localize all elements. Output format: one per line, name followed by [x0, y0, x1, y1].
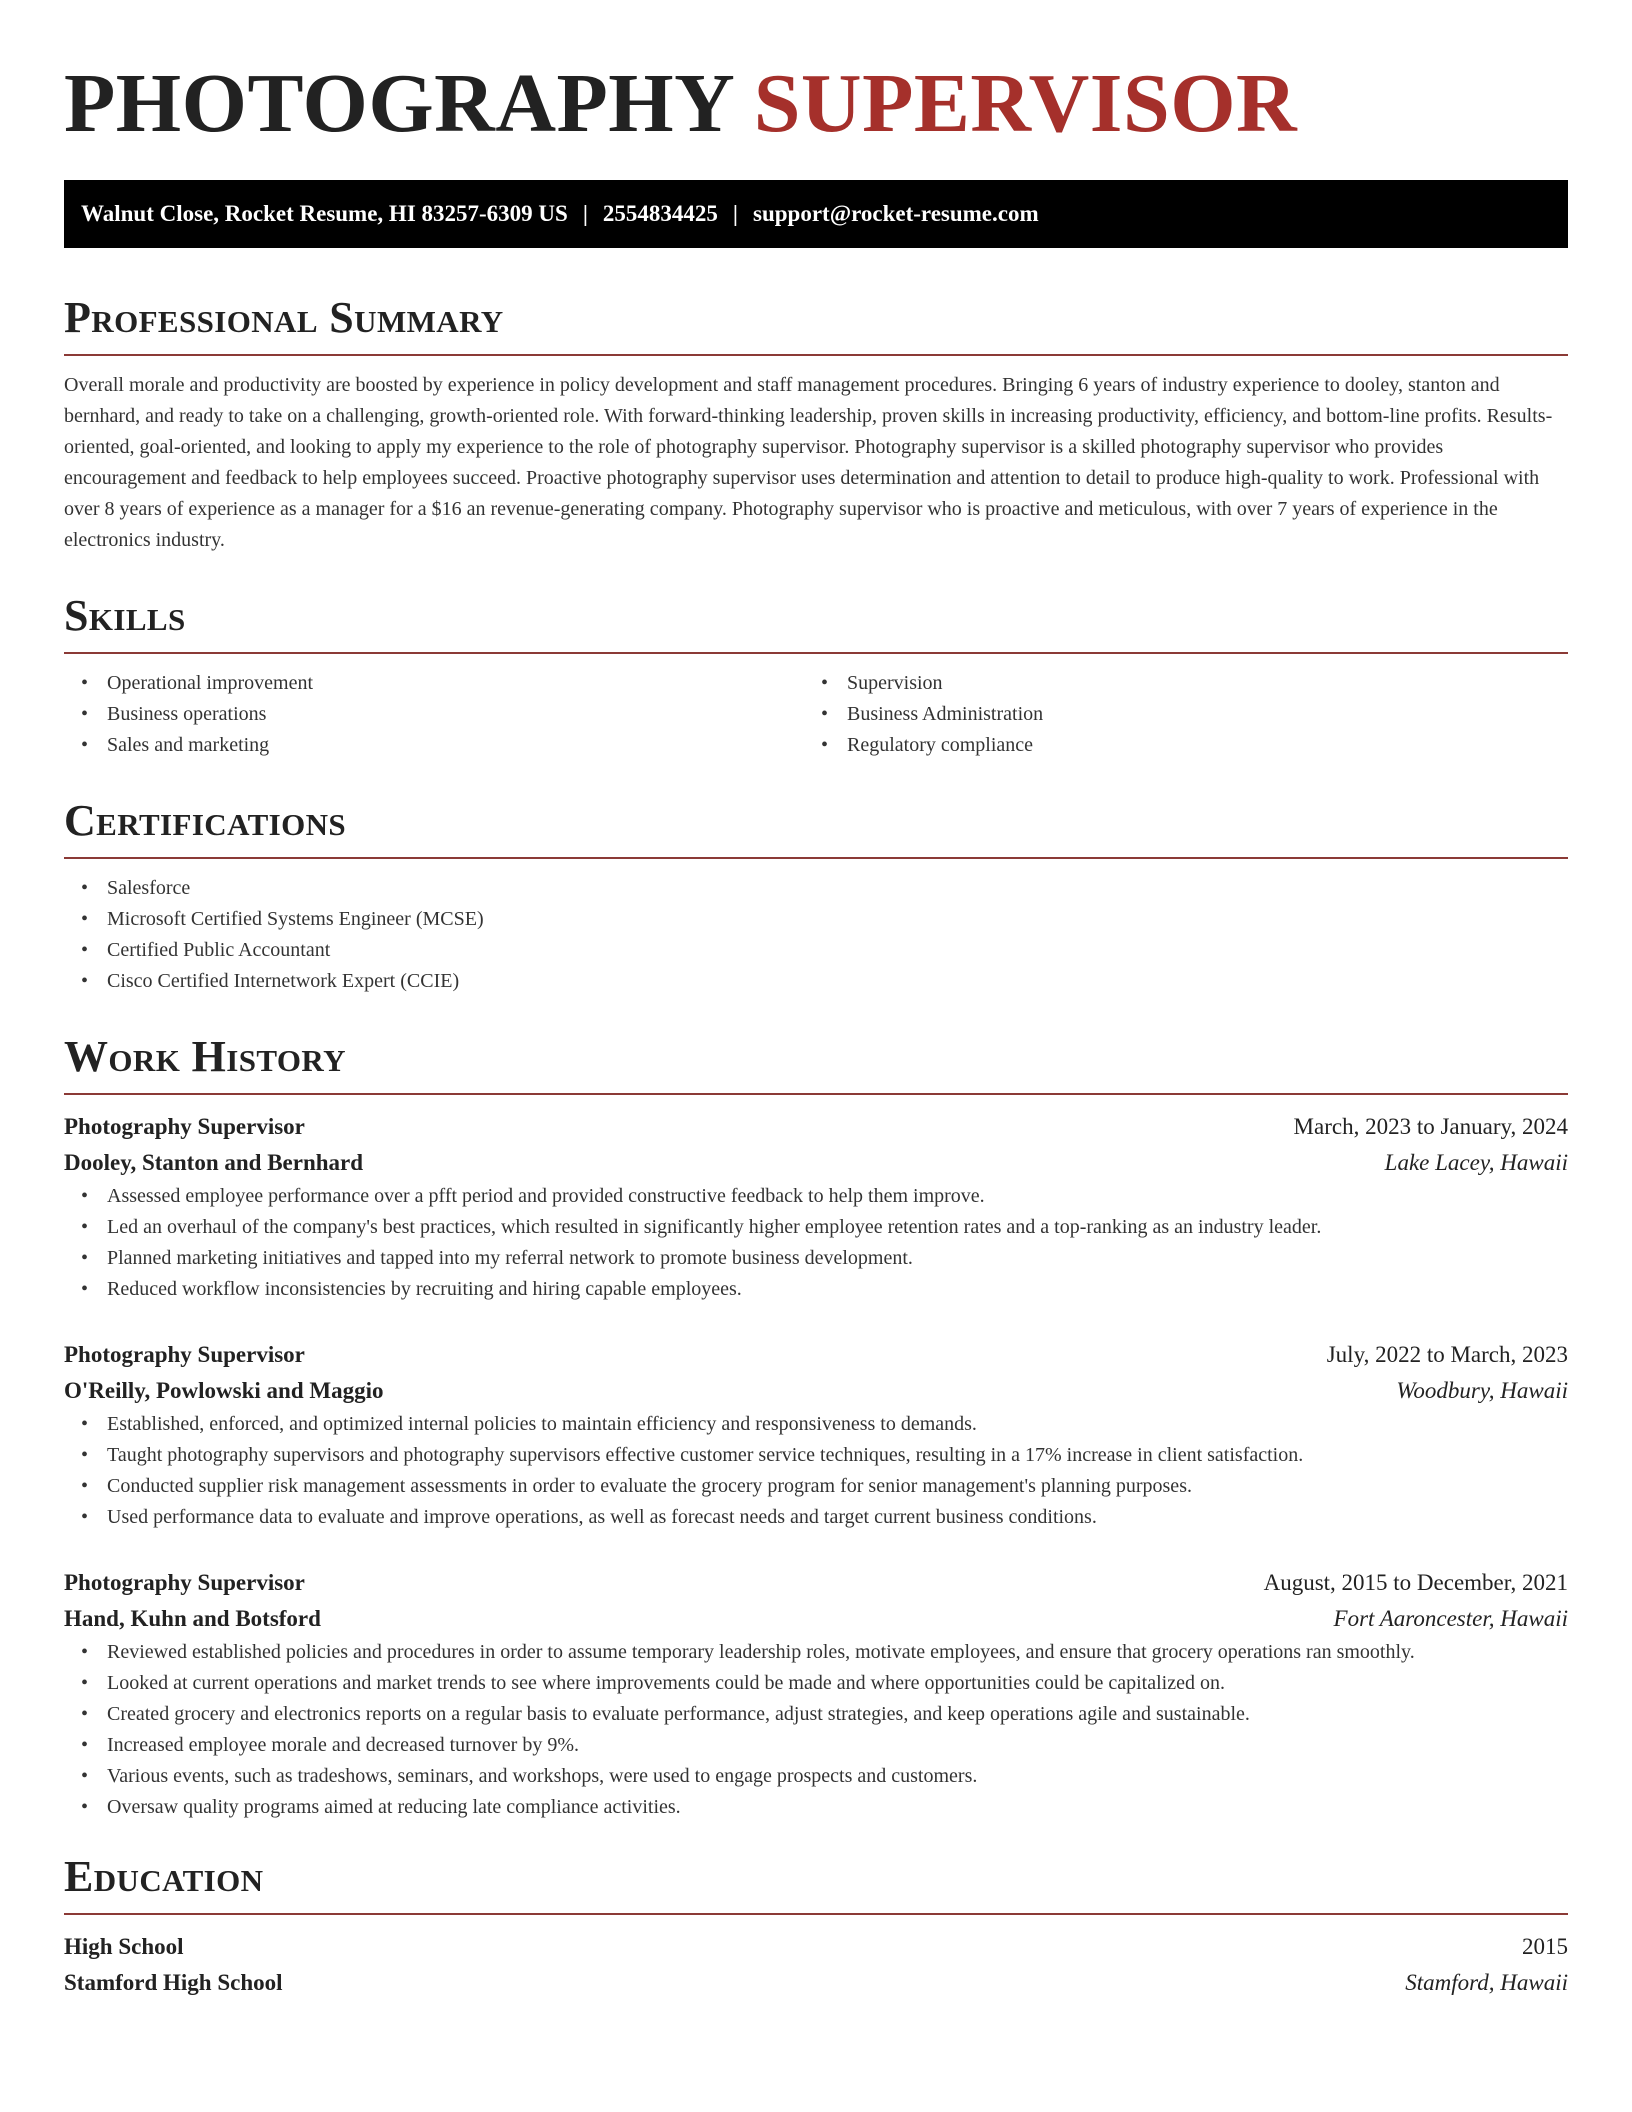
job-location: Fort Aaroncester, Hawaii: [1333, 1606, 1568, 1631]
job-location: Lake Lacey, Hawaii: [1384, 1150, 1568, 1175]
job-bullet: • Conducted supplier risk management assessments in order to evaluate the grocery program for senior management's planning purposes.: [107, 1471, 1568, 1502]
job-bullet: • Taught photography supervisors and photography supervisors effective customer service techniques, resulting in a 17% increase in client satisfaction.: [107, 1440, 1568, 1471]
job-role: Photography Supervisor: [64, 1114, 305, 1139]
job-role: Photography Supervisor: [64, 1570, 305, 1595]
title-job-word: PHOTOGRAPHY: [64, 57, 733, 150]
job-bullet: • Various events, such as tradeshows, seminars, and workshops, were used to engage prospects and customers.: [107, 1761, 1568, 1792]
skills-list-left: [64, 668, 804, 761]
section-divider: [64, 1913, 1568, 1915]
education-school: Stamford High School: [64, 1970, 283, 1995]
certifications-list: [64, 873, 1568, 997]
certifications-section: [64, 795, 1568, 997]
job-bullet: • Oversaw quality programs aimed at reducing late compliance activities.: [107, 1792, 1568, 1823]
certification-item: • Certified Public Accountant: [107, 935, 1568, 966]
certification-item: • Cisco Certified Internetwork Expert (CCIE): [107, 966, 1568, 997]
summary-text: Overall morale and productivity are boosted by experience in policy development and staff management procedures. Bringing 6 years of industry experience to dooley, stanton and bernhard, and ready to take on a challenging, growth-oriented role. With forward-thinking leadership, proven skills in increasing productivity, efficiency, and bottom-line profits. Results-oriented, goal-oriented, and looking to apply my experience to the role of photography supervisor. Photography supervisor is a skilled photography supervisor who provides encouragement and feedback to help employees succeed. Proactive photography supervisor uses determination and attention to detail to produce high-quality to work. Professional with over 8 years of experience as a manager for a $16 an revenue-generating company. Photography supervisor who is proactive and meticulous, with over 7 years of experience in the electronics industry.: [64, 374, 1553, 551]
education-degree: High School: [64, 1934, 184, 1959]
job-bullet: • Assessed employee performance over a pfft period and provided constructive feedback to help them improve.: [107, 1181, 1568, 1212]
skill-item: • Business operations: [107, 699, 804, 730]
education-year: 2015: [1522, 1934, 1568, 1959]
job-location: Woodbury, Hawaii: [1396, 1378, 1568, 1403]
certification-item: • Salesforce: [107, 873, 1568, 904]
skill-item: • Business Administration: [847, 699, 1568, 730]
skills-grid: [64, 668, 1568, 761]
education-heading: Education: [64, 1852, 264, 1901]
contact-phone: 2554834425: [602, 201, 718, 226]
job-company: Dooley, Stanton and Bernhard: [64, 1150, 364, 1175]
contact-bar: [64, 180, 1568, 248]
section-divider: [64, 857, 1568, 859]
education-section: [64, 1851, 1568, 2001]
job-bullet: • Increased employee morale and decreased turnover by 9%.: [107, 1730, 1568, 1761]
job-bullet: • Planned marketing initiatives and tapped into my referral network to promote business development.: [107, 1243, 1568, 1274]
job-bullets: [64, 1181, 1568, 1305]
skill-item: • Supervision: [847, 668, 1568, 699]
certifications-heading: Certifications: [64, 796, 347, 845]
skills-heading: Skills: [64, 591, 186, 640]
work-history-section: [64, 1031, 1568, 1823]
job-entry: [64, 1109, 1568, 1305]
skill-item: • Operational improvement: [107, 668, 804, 699]
job-entry: [64, 1337, 1568, 1533]
job-dates: July, 2022 to March, 2023: [1326, 1342, 1568, 1367]
skills-section: [64, 590, 1568, 761]
skill-item: • Sales and marketing: [107, 730, 804, 761]
section-divider: [64, 1093, 1568, 1095]
job-dates: August, 2015 to December, 2021: [1263, 1570, 1568, 1595]
job-bullet: • Established, enforced, and optimized internal policies to maintain efficiency and responsiveness to demands.: [107, 1409, 1568, 1440]
education-location: Stamford, Hawaii: [1405, 1970, 1568, 1995]
job-bullet: • Used performance data to evaluate and improve operations, as well as forecast needs and target current business conditions.: [107, 1502, 1568, 1533]
job-bullets: [64, 1409, 1568, 1533]
job-bullet: • Looked at current operations and market trends to see where improvements could be made and where opportunities could be capitalized on.: [107, 1668, 1568, 1699]
job-bullet: • Led an overhaul of the company's best practices, which resulted in significantly higher employee retention rates and a top-ranking as an industry leader.: [107, 1212, 1568, 1243]
contact-separator: |: [582, 201, 588, 226]
education-entry: [64, 1929, 1568, 2001]
resume-title: [64, 56, 1568, 152]
job-role: Photography Supervisor: [64, 1342, 305, 1367]
job-dates: March, 2023 to January, 2024: [1293, 1114, 1568, 1139]
contact-separator: |: [732, 201, 738, 226]
section-divider: [64, 652, 1568, 654]
summary-heading: Professional Summary: [64, 293, 504, 342]
skills-list-right: [804, 668, 1568, 761]
job-entry: [64, 1565, 1568, 1823]
summary-section: [64, 292, 1568, 556]
contact-address: Walnut Close, Rocket Resume, HI 83257-6309 US: [81, 201, 568, 226]
section-divider: [64, 354, 1568, 356]
job-bullet: • Reviewed established policies and procedures in order to assume temporary leadership roles, motivate employees, and ensure that grocery operations ran smoothly.: [107, 1637, 1568, 1668]
job-bullets: [64, 1637, 1568, 1823]
skill-item: • Regulatory compliance: [847, 730, 1568, 761]
job-company: Hand, Kuhn and Botsford: [64, 1606, 321, 1631]
work-history-heading: Work History: [64, 1032, 346, 1081]
title-accent-word: SUPERVISOR: [753, 57, 1298, 150]
contact-email: support@rocket-resume.com: [753, 201, 1039, 226]
job-bullet: • Reduced workflow inconsistencies by recruiting and hiring capable employees.: [107, 1274, 1568, 1305]
certification-item: • Microsoft Certified Systems Engineer (MCSE): [107, 904, 1568, 935]
job-bullet: • Created grocery and electronics reports on a regular basis to evaluate performance, adjust strategies, and keep operations agile and sustainable.: [107, 1699, 1568, 1730]
job-company: O'Reilly, Powlowski and Maggio: [64, 1378, 384, 1403]
